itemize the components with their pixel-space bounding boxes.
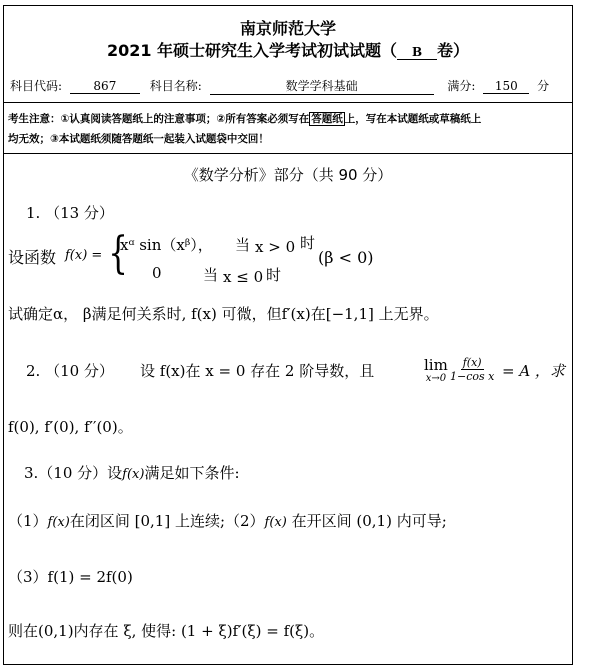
exam-title bbox=[4, 38, 572, 61]
subject-code-label: 科目代码: bbox=[10, 79, 63, 93]
q3-fx: f(x) bbox=[122, 467, 145, 482]
q3-number: 3.（10 分）设 bbox=[24, 464, 123, 482]
q2-line-2: f(0), f′(0), f′′(0)。 bbox=[8, 418, 133, 436]
answer-sheet-boxed: 答题纸 bbox=[311, 113, 343, 125]
q1-case1-expr: xᵅ sin（xᵝ）， bbox=[120, 236, 213, 254]
q1-definition bbox=[8, 228, 568, 286]
full-score-value: 150 bbox=[483, 79, 529, 94]
notice-text-b: 上，写在本试题纸或草稿纸上 bbox=[344, 113, 482, 125]
q1-define-prefix: 设函数 bbox=[8, 248, 57, 267]
q3-cond1-fx: f(x) bbox=[47, 515, 70, 530]
q1-case1-when: 当 bbox=[235, 236, 251, 254]
q2-number: 2. （10 分） bbox=[26, 362, 114, 380]
notice-line-1 bbox=[8, 111, 481, 126]
q1-case2-expr: 0 bbox=[152, 264, 162, 282]
exam-title-text: 2021 年硕士研究生入学考试初试试题（ bbox=[106, 41, 398, 60]
paper-version: B bbox=[397, 45, 437, 60]
subject-name-label: 科目名称: bbox=[149, 79, 202, 93]
q1-fx: f(x) = bbox=[65, 248, 103, 263]
q1-beta-cond: (β < 0) bbox=[318, 248, 374, 267]
q2-frac-num: f(x) bbox=[462, 356, 482, 369]
q1-case2-when: 当 bbox=[203, 266, 219, 284]
q2-line-1 bbox=[26, 354, 571, 390]
q3-cond2-b: 在开区间 (0,1) 内可导; bbox=[286, 512, 447, 530]
divider-1 bbox=[4, 102, 572, 103]
notice-line-2: 均无效；③本试题纸须随答题纸一起装入试题袋中交回！ bbox=[8, 133, 269, 145]
university-name: 南京师范大学 bbox=[239, 19, 336, 38]
q3-conclusion: 则在(0,1)内存在 ξ, 使得: (1 + ξ)f′(ξ) = f(ξ)。 bbox=[8, 622, 325, 640]
exam-title-end: 卷） bbox=[437, 41, 470, 60]
q2-text-b: = A ，求 bbox=[502, 362, 565, 380]
q3-cond2-fx: f(x) bbox=[264, 515, 287, 530]
exam-paper bbox=[3, 5, 573, 665]
q3-cond1-a: （1） bbox=[8, 512, 48, 530]
q3-intro bbox=[24, 462, 240, 483]
q1-case2-cond: x ≤ 0 bbox=[223, 268, 264, 286]
q1-number: 1. （13 分） bbox=[26, 204, 114, 222]
subject-code-value: 867 bbox=[70, 79, 140, 94]
subject-name-value: 数学学科基础 bbox=[210, 77, 434, 95]
q2-lim-word: lim bbox=[424, 356, 448, 374]
divider-2 bbox=[4, 153, 572, 154]
q2-limit bbox=[424, 358, 448, 384]
full-score-unit: 分 bbox=[537, 79, 550, 93]
q2-lim-sub: x→0 bbox=[425, 373, 447, 384]
section-title: 《数学分析》部分（共 90 分） bbox=[183, 166, 393, 184]
q1-case1-cond: x > 0 bbox=[255, 238, 296, 256]
subject-row bbox=[10, 77, 549, 95]
q2-frac-den: 1−cos x bbox=[450, 370, 495, 383]
q1-case2-time: 时 bbox=[266, 266, 282, 284]
q2-text-a: 设 f(x)在 x = 0 存在 2 阶导数，且 bbox=[140, 362, 375, 380]
q2-fraction bbox=[450, 356, 494, 383]
q3-intro-end: 满足如下条件: bbox=[144, 464, 240, 482]
full-score-label: 满分: bbox=[447, 79, 476, 93]
notice-text-a: 考生注意：①认真阅读答题纸上的注意事项；②所有答案必须写在 bbox=[8, 113, 310, 125]
q3-conditions-1-2 bbox=[8, 510, 447, 531]
q1-brace: { bbox=[108, 228, 128, 279]
q3-condition-3: （3）f(1) = 2f(0) bbox=[8, 568, 133, 586]
q1-case1-time: 时 bbox=[300, 234, 316, 252]
q3-cond1-b: 在闭区间 [0,1] 上连续;（2） bbox=[69, 512, 265, 530]
q1-task: 试确定α， β满足何关系时, f(x) 可微，但f′(x)在[−1,1] 上无界。 bbox=[8, 305, 439, 323]
